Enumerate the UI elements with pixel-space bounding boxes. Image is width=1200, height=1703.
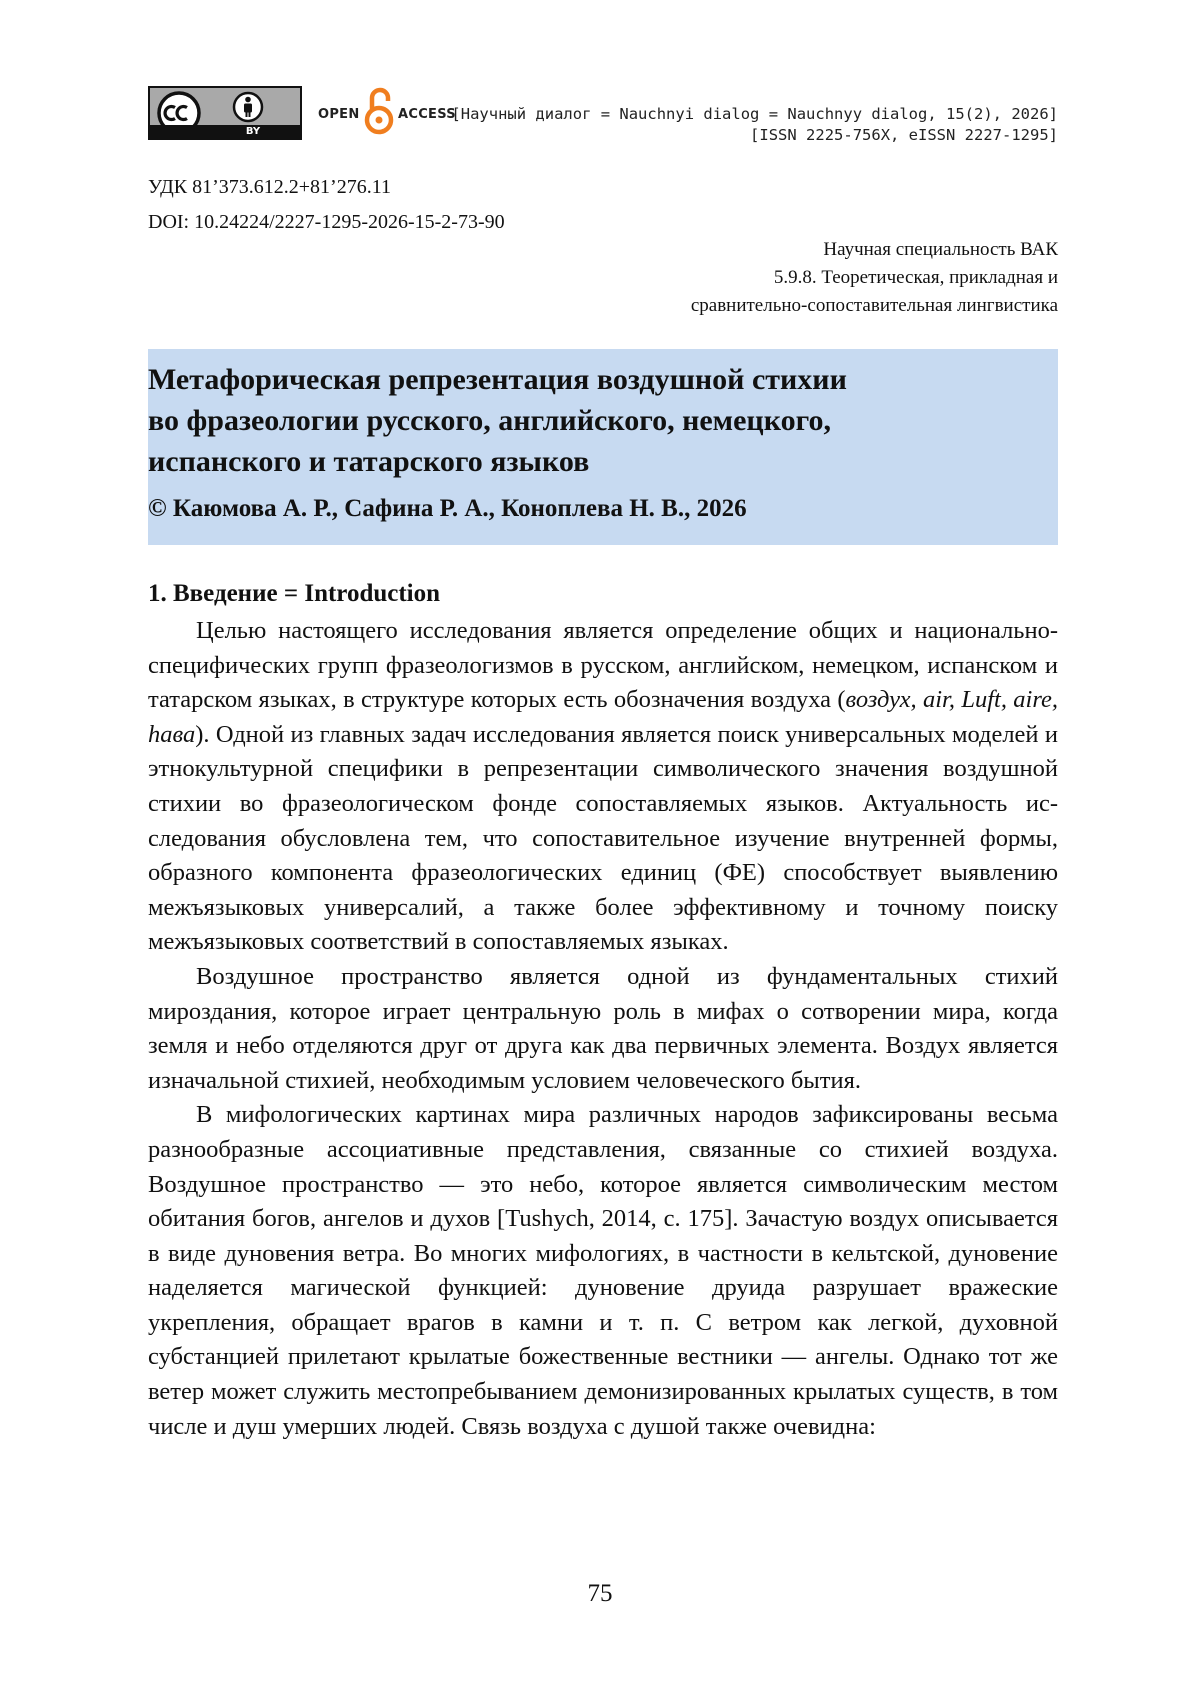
open-lock-icon [362, 86, 396, 136]
title-line: испанского и татарского языков [148, 445, 590, 478]
cc-by-license-badge[interactable] [148, 86, 302, 140]
open-access-word-access: ACCESS [398, 107, 456, 122]
license-strip [150, 125, 300, 138]
journal-issn-line: [ISSN 2225-756X, eISSN 2227-1295] [750, 126, 1058, 144]
specialty-line: сравнительно-сопоставительная лингвистика [690, 295, 1058, 316]
article-body [148, 614, 1058, 1444]
italic-terms: воздух, air, Luft, aire, һава [148, 686, 1058, 748]
article-title [148, 359, 1048, 482]
open-access-logo [318, 86, 458, 138]
doi-identifier[interactable]: DOI: 10.24224/2227-1295-2026-15-2-73-90 [148, 211, 505, 233]
title-block [148, 349, 1058, 545]
paragraph-text: ). Одной из главных задач исследования является поиск универсальных моделей и этнокультурной специфики в репрезентации символического значения воздушной стихии во фразеологическом фонде сопоставляемых языков. Актуальность исследования обусловлена тем, что сопоставительное изучение внутренней формы, образного компонента фразеологических единиц (ФЕ) способствует выявлению межъязыковых универсалий, а также более эффективному и точному поиску межъязыковых соответствий в сопоставляемых языках. [148, 720, 1058, 956]
paragraph: Воздушное пространство является одной из фундаментальных стихий мироздания, которое играет центральную роль в мифах о сотворении мира, когда земля и небо отделяются друг от друга как два первичных элемента. Воздух является изначальной стихией, необходимым условием человеческого бытия. [148, 962, 1058, 1094]
title-line: Метафорическая репрезентация воздушной стихии [148, 363, 847, 396]
title-line: во фразеологии русского, английского, немецкого, [148, 404, 831, 437]
paragraph: В мифологических картинах мира различных народов зафиксированы весьма разнообразные ассоциативные представления, связанные со стихией воздуха. Воздушное пространство — это небо, которое является символическим местом обитания богов, ангелов и духов [Tushych, 2014, с. 175]. Зачастую воздух описывается в виде дуновения ветра. Во многих мифологиях, в частности в кельтской, дуновение наделяется магической функцией: дуновение друида разрушает вражеские укрепления, обращает врагов в камни и т. п. С ветром как легкой, духовной субстанцией прилетают крылатые божественные вестники — ангелы. Однако тот же ветер может служить местопребыванием демонизированных крылатых существ, в том числе и душ умерших людей. Связь воздуха с душой также очевидна: [148, 1101, 1058, 1440]
udk-code: УДК 81’373.612.2+81’276.11 [148, 176, 391, 198]
section-heading: 1. Введение = Introduction [148, 580, 441, 607]
open-access-word-open: OPEN [318, 107, 360, 122]
paragraph [148, 614, 1058, 960]
authors-copyright: © Каюмова А. Р., Сафина Р. А., Коноплева Н. В., 2026 [148, 495, 747, 522]
page-number: 75 [587, 1580, 613, 1607]
journal-citation-line: [Научный диалог = Nauchnyi dialog = Nauchnyy dialog, 15(2), 2026] [451, 105, 1058, 123]
by-label: BY [245, 126, 261, 137]
scientific-specialty [691, 236, 1058, 320]
specialty-line: Научная специальность ВАК [823, 239, 1058, 260]
attribution-person-icon [232, 91, 264, 123]
journal-reference [451, 104, 1058, 146]
paragraph-text: Целью настоящего исследования является определение общих и национально-специфических групп фразеологизмов в русском, английском, немецком, испанском и татарском языках, в структуре которых есть обозначения воздуха ( [148, 617, 1058, 714]
specialty-line: 5.9.8. Теоретическая, прикладная и [773, 267, 1058, 288]
